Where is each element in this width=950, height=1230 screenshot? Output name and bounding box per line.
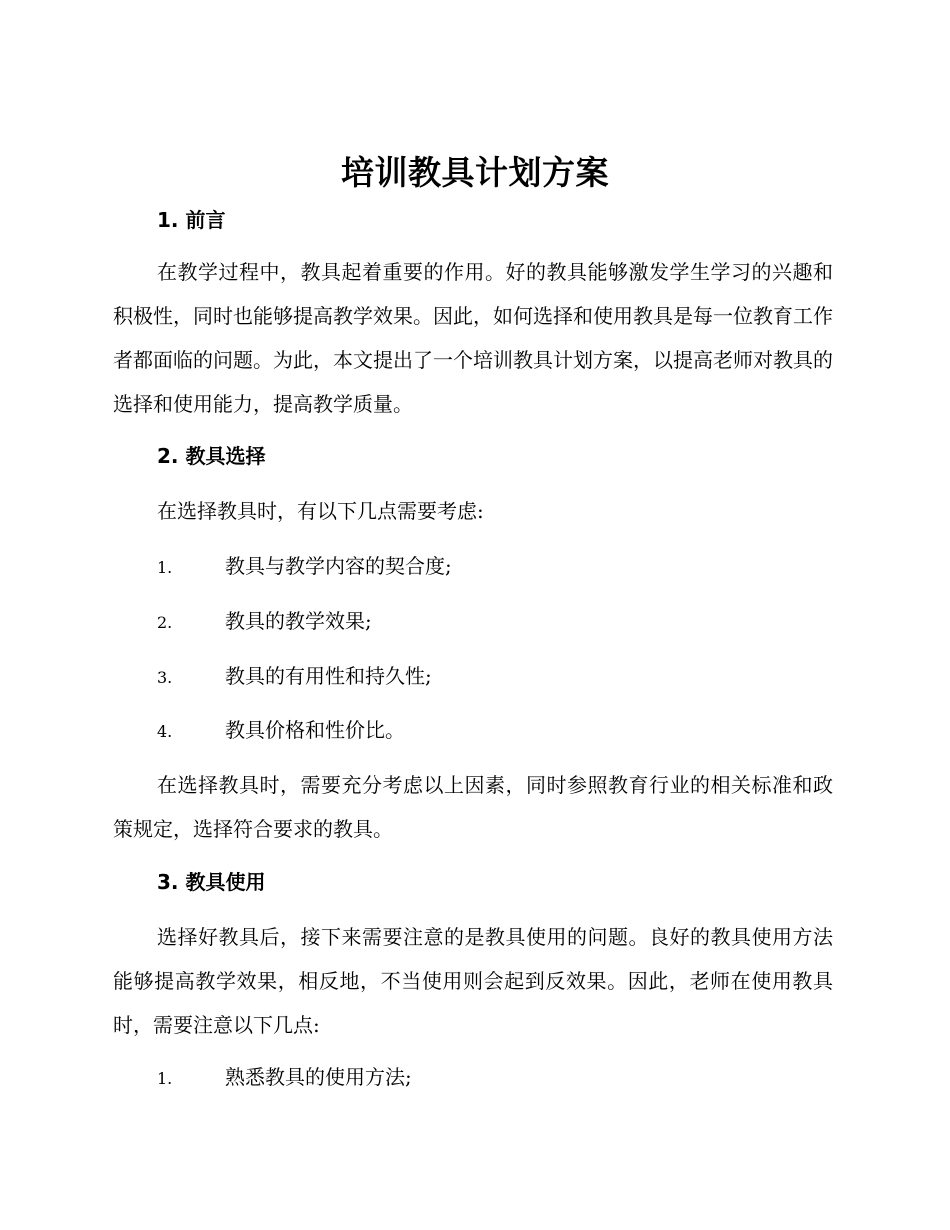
list-item-text: 教具与教学内容的契合度;: [225, 554, 452, 578]
selection-intro-paragraph: 在选择教具时，有以下几点需要考虑:: [157, 499, 484, 523]
list-item-text: 教具的教学效果;: [225, 609, 372, 633]
selection-outro-paragraph: 在选择教具时，需要充分考虑以上因素，同时参照教育行业的相关标准和政策规定，选择符合要求的教具。: [113, 773, 833, 841]
list-item-number: 2.: [157, 613, 173, 632]
list-item-number: 1.: [157, 1069, 173, 1088]
list-item-number: 4.: [157, 722, 173, 741]
preface-paragraph: 在教学过程中，教具起着重要的作用。好的教具能够激发学生学习的兴趣和积极性，同时也能够提高教学效果。因此，如何选择和使用教具是每一位教育工作者都面临的问题。为此，本文提出了一个培训教具计划方案，以提高老师对教具的选择和使用能力，提高教学质量。: [113, 260, 833, 416]
section-heading-preface: 1. 前言: [157, 208, 226, 232]
list-item-text: 教具价格和性价比。: [225, 718, 405, 742]
section-heading-selection: 2. 教具选择: [157, 444, 266, 468]
list-item-text: 熟悉教具的使用方法;: [225, 1065, 412, 1089]
page-title: 培训教具计划方案: [341, 153, 609, 192]
list-item-text: 教具的有用性和持久性;: [225, 664, 432, 688]
section-heading-usage: 3. 教具使用: [157, 870, 266, 894]
list-item-number: 3.: [157, 668, 173, 687]
list-item-number: 1.: [157, 558, 173, 577]
usage-intro-paragraph: 选择好教具后，接下来需要注意的是教具使用的问题。良好的教具使用方法能够提高教学效果，相反地，不当使用则会起到反效果。因此，老师在使用教具时，需要注意以下几点:: [113, 925, 833, 1037]
